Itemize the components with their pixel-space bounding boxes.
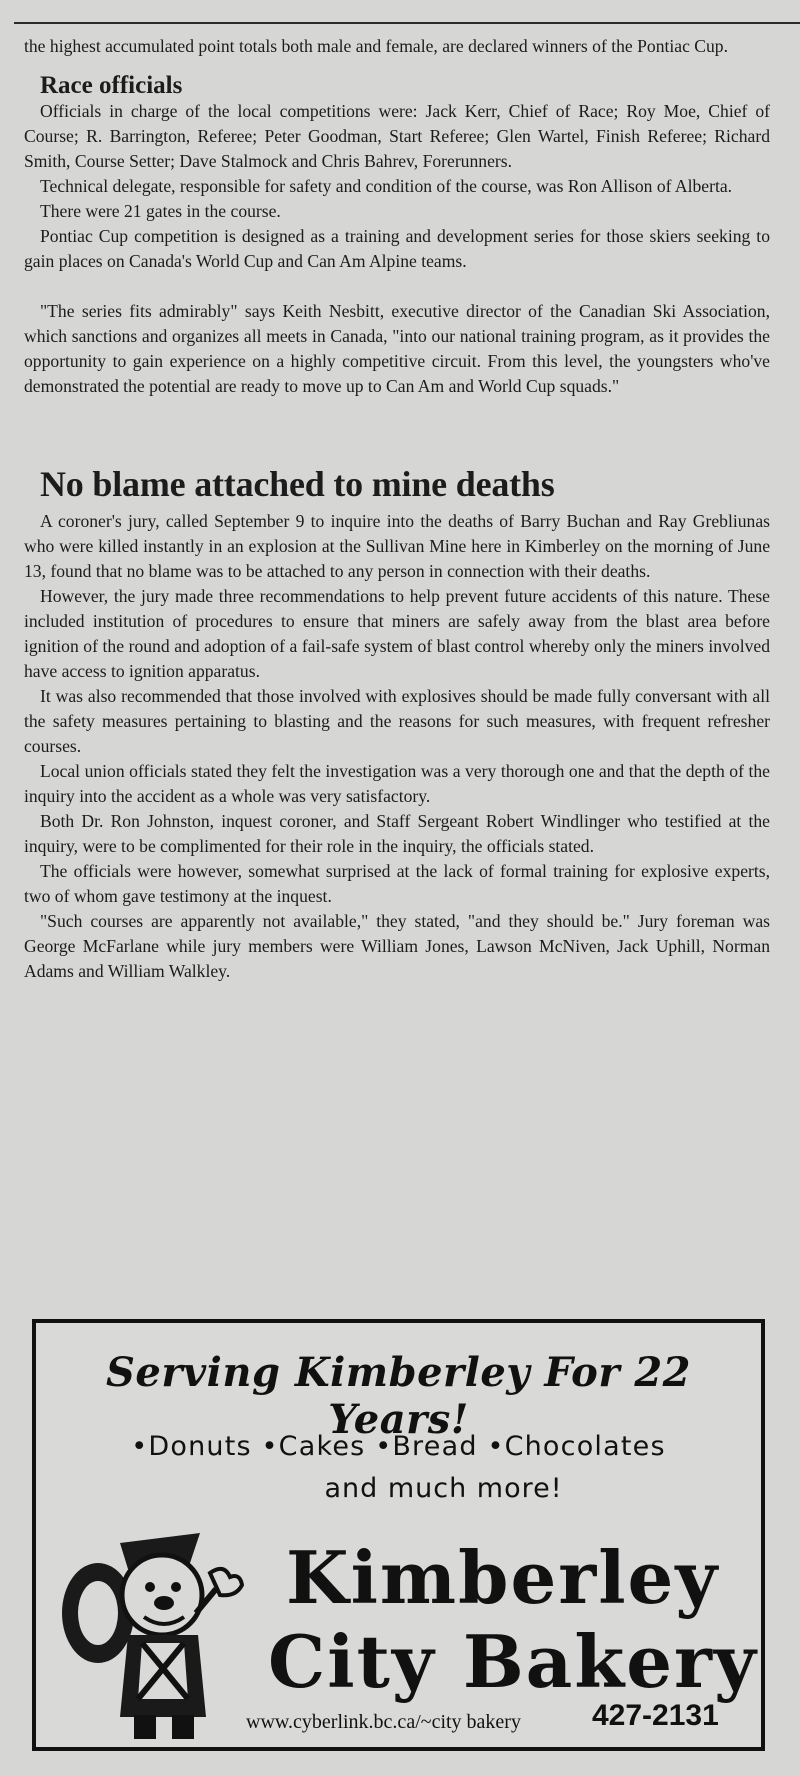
race-officials-paragraph: There were 21 gates in the course. xyxy=(40,201,281,221)
mine-article-paragraph: Both Dr. Ron Johnston, inquest coroner, and Staff Sergeant Robert Windlinger who testified at the inquiry, were to be complimented for their role in the inquiry, the officials stated. xyxy=(24,811,770,856)
ad-products: •Donuts •Cakes •Bread •Chocolates xyxy=(131,1431,666,1462)
bakery-phone: 427-2131 xyxy=(592,1699,719,1732)
article-column xyxy=(24,34,770,984)
baker-mascot-icon xyxy=(50,1503,260,1743)
race-officials-paragraph: Officials in charge of the local competitions were: Jack Kerr, Chief of Race; Roy Moe, Chief of Course; R. Barrington, Referee; Peter Goodman, Start Referee; Glen Wartel, Finish Referee; Richard Smith, Course Setter; Dave Stalmock and Chris Bahrev, Forerunners. xyxy=(24,101,770,171)
bakery-name-line2: City Bakery xyxy=(268,1619,758,1704)
paragraph-gap xyxy=(24,274,770,299)
ad-slogan: Serving Kimberley For 22 Years! xyxy=(106,1349,691,1443)
ad-more-text: and much more! xyxy=(324,1473,563,1504)
mine-article-paragraph: However, the jury made three recommendations to help prevent future accidents of this nature. These included institution of procedures to ensure that miners are safely away from the blast area before ignition of the round and adoption of a fail-safe system of blast control whereby only the miners involved have access to ignition apparatus. xyxy=(24,586,770,681)
race-officials-heading: Race officials xyxy=(40,72,183,99)
top-rule xyxy=(14,22,800,24)
nesbitt-quote: "The series fits admirably" says Keith Nesbitt, executive director of the Canadian Ski Association, which sanctions and organizes all meets in Canada, "into our national training program, as it provides the opportunity to gain experience on a highly competitive circuit. From this level, the youngsters who've demonstrated the potential are ready to move up to Can Am and World Cup squads." xyxy=(24,301,770,396)
bakery-advertisement xyxy=(32,1319,765,1751)
mine-article-paragraph: "Such courses are apparently not available," they stated, "and they should be." Jury foreman was George McFarlane while jury members were William Jones, Lawson McNiven, Jack Uphill, Norman Adams and William Walkley. xyxy=(24,911,770,981)
continuation-text: the highest accumulated point totals both male and female, are declared winners of the Pontiac Cup. xyxy=(24,36,729,56)
mine-article-paragraph: A coroner's jury, called September 9 to inquire into the deaths of Barry Buchan and Ray Grebliunas who were killed instantly in an explosion at the Sullivan Mine here in Kimberley on the morning of June 13, found that no blame was to be attached to any person in connection with their deaths. xyxy=(24,511,770,581)
race-officials-paragraph: Technical delegate, responsible for safety and condition of the course, was Ron Allison of Alberta. xyxy=(40,176,733,196)
mine-article-paragraph: It was also recommended that those involved with explosives should be made fully conversant with all the safety measures pertaining to blasting and the reasons for such measures, with frequent refresher courses. xyxy=(24,686,770,756)
mine-article-paragraph: Local union officials stated they felt the investigation was a very thorough one and that the depth of the inquiry into the accident as a whole was very satisfactory. xyxy=(24,761,770,806)
race-officials-paragraph: Pontiac Cup competition is designed as a training and development series for those skiers seeking to gain places on Canada's World Cup and Can Am Alpine teams. xyxy=(24,226,770,271)
mine-deaths-headline: No blame attached to mine deaths xyxy=(40,464,555,504)
bakery-url: www.cyberlink.bc.ca/~city bakery xyxy=(246,1711,521,1733)
bakery-name-line1: Kimberley xyxy=(286,1535,720,1620)
mine-article-paragraph: The officials were however, somewhat surprised at the lack of formal training for explosive experts, two of whom gave testimony at the inquest. xyxy=(24,861,770,906)
